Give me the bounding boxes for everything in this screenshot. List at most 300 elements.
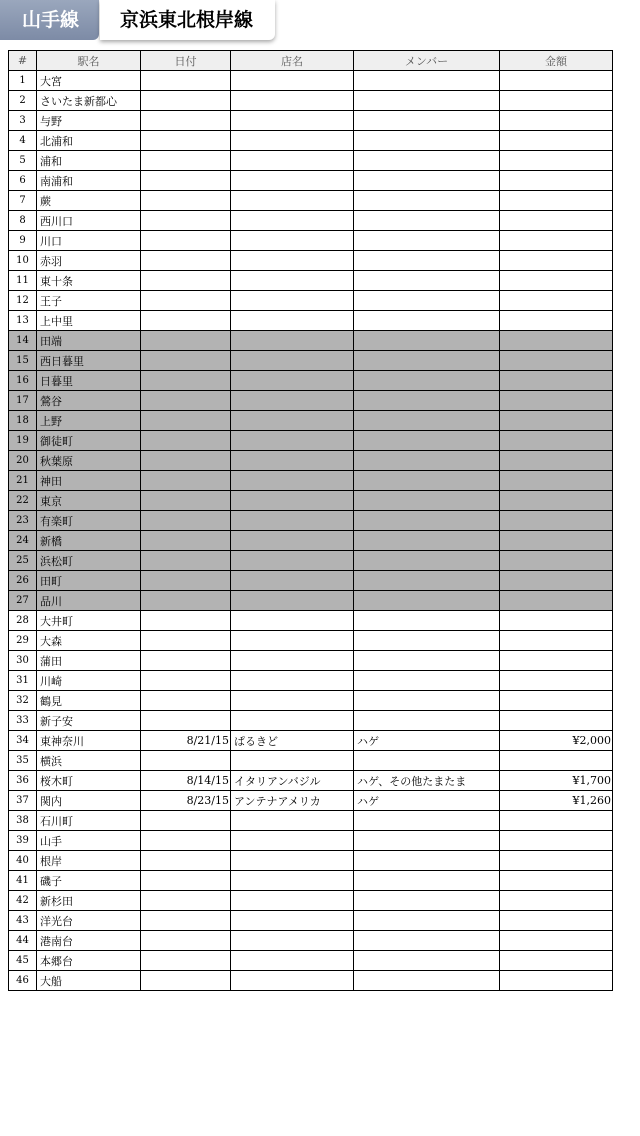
- station-name-cell[interactable]: 根岸: [37, 851, 141, 871]
- shop-name-cell[interactable]: [231, 811, 354, 831]
- row-number-cell[interactable]: 35: [9, 751, 37, 771]
- station-name-cell[interactable]: 上野: [37, 411, 141, 431]
- shop-name-cell[interactable]: [231, 391, 354, 411]
- amount-cell[interactable]: [500, 391, 613, 411]
- shop-name-cell[interactable]: [231, 91, 354, 111]
- station-name-cell[interactable]: 赤羽: [37, 251, 141, 271]
- shop-name-cell[interactable]: [231, 411, 354, 431]
- shop-name-cell[interactable]: [231, 211, 354, 231]
- shop-name-cell[interactable]: アンテナアメリカ: [231, 791, 354, 811]
- station-name-cell[interactable]: 港南台: [37, 931, 141, 951]
- shop-name-cell[interactable]: [231, 911, 354, 931]
- row-number-cell[interactable]: 1: [9, 71, 37, 91]
- row-number-cell[interactable]: 44: [9, 931, 37, 951]
- date-cell[interactable]: [141, 271, 231, 291]
- row-number-cell[interactable]: 3: [9, 111, 37, 131]
- amount-cell[interactable]: [500, 971, 613, 991]
- members-cell[interactable]: [354, 751, 500, 771]
- date-cell[interactable]: [141, 971, 231, 991]
- table-row[interactable]: [9, 491, 613, 511]
- date-cell[interactable]: [141, 431, 231, 451]
- table-row[interactable]: [9, 831, 613, 851]
- date-cell[interactable]: [141, 811, 231, 831]
- table-row[interactable]: [9, 911, 613, 931]
- amount-cell[interactable]: [500, 151, 613, 171]
- date-cell[interactable]: [141, 871, 231, 891]
- amount-cell[interactable]: [500, 431, 613, 451]
- station-name-cell[interactable]: 大森: [37, 631, 141, 651]
- station-name-cell[interactable]: 品川: [37, 591, 141, 611]
- station-name-cell[interactable]: 西川口: [37, 211, 141, 231]
- members-cell[interactable]: ハゲ: [354, 791, 500, 811]
- members-cell[interactable]: [354, 951, 500, 971]
- members-cell[interactable]: [354, 291, 500, 311]
- members-cell[interactable]: [354, 531, 500, 551]
- date-cell[interactable]: [141, 131, 231, 151]
- shop-name-cell[interactable]: [231, 71, 354, 91]
- station-name-cell[interactable]: 磯子: [37, 871, 141, 891]
- station-name-cell[interactable]: 関内: [37, 791, 141, 811]
- station-name-cell[interactable]: 西日暮里: [37, 351, 141, 371]
- station-name-cell[interactable]: 桜木町: [37, 771, 141, 791]
- date-cell[interactable]: [141, 371, 231, 391]
- date-cell[interactable]: [141, 531, 231, 551]
- amount-cell[interactable]: [500, 351, 613, 371]
- members-cell[interactable]: [354, 591, 500, 611]
- date-cell[interactable]: [141, 251, 231, 271]
- table-row[interactable]: [9, 331, 613, 351]
- members-cell[interactable]: [354, 831, 500, 851]
- members-cell[interactable]: [354, 931, 500, 951]
- row-number-cell[interactable]: 7: [9, 191, 37, 211]
- members-cell[interactable]: [354, 371, 500, 391]
- date-cell[interactable]: [141, 951, 231, 971]
- row-number-cell[interactable]: 43: [9, 911, 37, 931]
- date-cell[interactable]: [141, 231, 231, 251]
- date-cell[interactable]: [141, 911, 231, 931]
- members-cell[interactable]: [354, 211, 500, 231]
- date-cell[interactable]: [141, 591, 231, 611]
- row-number-cell[interactable]: 18: [9, 411, 37, 431]
- members-cell[interactable]: [354, 231, 500, 251]
- table-row[interactable]: [9, 231, 613, 251]
- row-number-cell[interactable]: 25: [9, 551, 37, 571]
- date-cell[interactable]: [141, 511, 231, 531]
- station-name-cell[interactable]: 山手: [37, 831, 141, 851]
- station-name-cell[interactable]: 南浦和: [37, 171, 141, 191]
- members-cell[interactable]: [354, 351, 500, 371]
- shop-name-cell[interactable]: [231, 351, 354, 371]
- members-cell[interactable]: [354, 271, 500, 291]
- members-cell[interactable]: [354, 611, 500, 631]
- shop-name-cell[interactable]: [231, 631, 354, 651]
- table-row[interactable]: [9, 851, 613, 871]
- station-name-cell[interactable]: 有楽町: [37, 511, 141, 531]
- row-number-cell[interactable]: 33: [9, 711, 37, 731]
- date-cell[interactable]: [141, 111, 231, 131]
- members-cell[interactable]: [354, 971, 500, 991]
- date-cell[interactable]: [141, 151, 231, 171]
- amount-cell[interactable]: [500, 511, 613, 531]
- amount-cell[interactable]: [500, 291, 613, 311]
- table-row[interactable]: [9, 631, 613, 651]
- members-cell[interactable]: [354, 451, 500, 471]
- shop-name-cell[interactable]: [231, 591, 354, 611]
- table-row[interactable]: [9, 391, 613, 411]
- row-number-cell[interactable]: 36: [9, 771, 37, 791]
- date-cell[interactable]: 8/14/15: [141, 771, 231, 791]
- date-cell[interactable]: [141, 891, 231, 911]
- date-cell[interactable]: [141, 671, 231, 691]
- date-cell[interactable]: [141, 831, 231, 851]
- station-name-cell[interactable]: 王子: [37, 291, 141, 311]
- date-cell[interactable]: 8/23/15: [141, 791, 231, 811]
- row-number-cell[interactable]: 28: [9, 611, 37, 631]
- table-row[interactable]: [9, 691, 613, 711]
- column-header-station[interactable]: 駅名: [37, 51, 141, 71]
- amount-cell[interactable]: [500, 471, 613, 491]
- row-number-cell[interactable]: 23: [9, 511, 37, 531]
- date-cell[interactable]: [141, 291, 231, 311]
- amount-cell[interactable]: [500, 611, 613, 631]
- row-number-cell[interactable]: 21: [9, 471, 37, 491]
- amount-cell[interactable]: [500, 111, 613, 131]
- table-row[interactable]: [9, 951, 613, 971]
- members-cell[interactable]: [354, 871, 500, 891]
- table-row[interactable]: [9, 771, 613, 791]
- station-name-cell[interactable]: 新杉田: [37, 891, 141, 911]
- shop-name-cell[interactable]: [231, 291, 354, 311]
- amount-cell[interactable]: [500, 831, 613, 851]
- row-number-cell[interactable]: 41: [9, 871, 37, 891]
- row-number-cell[interactable]: 31: [9, 671, 37, 691]
- amount-cell[interactable]: [500, 891, 613, 911]
- station-name-cell[interactable]: さいたま新都心: [37, 91, 141, 111]
- amount-cell[interactable]: [500, 411, 613, 431]
- shop-name-cell[interactable]: [231, 131, 354, 151]
- date-cell[interactable]: [141, 351, 231, 371]
- station-name-cell[interactable]: 洋光台: [37, 911, 141, 931]
- members-cell[interactable]: [354, 491, 500, 511]
- table-row[interactable]: [9, 671, 613, 691]
- station-name-cell[interactable]: 北浦和: [37, 131, 141, 151]
- date-cell[interactable]: [141, 571, 231, 591]
- amount-cell[interactable]: [500, 671, 613, 691]
- members-cell[interactable]: [354, 851, 500, 871]
- table-row[interactable]: [9, 751, 613, 771]
- members-cell[interactable]: [354, 651, 500, 671]
- shop-name-cell[interactable]: ぱるきど: [231, 731, 354, 751]
- row-number-cell[interactable]: 10: [9, 251, 37, 271]
- table-row[interactable]: [9, 731, 613, 751]
- shop-name-cell[interactable]: [231, 971, 354, 991]
- members-cell[interactable]: [354, 91, 500, 111]
- station-name-cell[interactable]: 本郷台: [37, 951, 141, 971]
- date-cell[interactable]: [141, 331, 231, 351]
- shop-name-cell[interactable]: [231, 871, 354, 891]
- members-cell[interactable]: [354, 171, 500, 191]
- amount-cell[interactable]: [500, 711, 613, 731]
- shop-name-cell[interactable]: [231, 571, 354, 591]
- members-cell[interactable]: [354, 671, 500, 691]
- date-cell[interactable]: [141, 931, 231, 951]
- shop-name-cell[interactable]: [231, 711, 354, 731]
- table-row[interactable]: [9, 251, 613, 271]
- shop-name-cell[interactable]: [231, 231, 354, 251]
- station-name-cell[interactable]: 浜松町: [37, 551, 141, 571]
- row-number-cell[interactable]: 14: [9, 331, 37, 351]
- column-header-amount[interactable]: 金額: [500, 51, 613, 71]
- row-number-cell[interactable]: 12: [9, 291, 37, 311]
- row-number-cell[interactable]: 42: [9, 891, 37, 911]
- members-cell[interactable]: [354, 151, 500, 171]
- row-number-cell[interactable]: 29: [9, 631, 37, 651]
- amount-cell[interactable]: [500, 931, 613, 951]
- amount-cell[interactable]: ¥1,700: [500, 771, 613, 791]
- amount-cell[interactable]: [500, 911, 613, 931]
- date-cell[interactable]: [141, 91, 231, 111]
- table-row[interactable]: [9, 571, 613, 591]
- shop-name-cell[interactable]: [231, 831, 354, 851]
- row-number-cell[interactable]: 16: [9, 371, 37, 391]
- members-cell[interactable]: [354, 551, 500, 571]
- shop-name-cell[interactable]: [231, 551, 354, 571]
- station-name-cell[interactable]: 東神奈川: [37, 731, 141, 751]
- amount-cell[interactable]: [500, 951, 613, 971]
- amount-cell[interactable]: [500, 871, 613, 891]
- members-cell[interactable]: ハゲ: [354, 731, 500, 751]
- shop-name-cell[interactable]: [231, 511, 354, 531]
- amount-cell[interactable]: [500, 251, 613, 271]
- amount-cell[interactable]: [500, 71, 613, 91]
- date-cell[interactable]: [141, 631, 231, 651]
- station-name-cell[interactable]: 川崎: [37, 671, 141, 691]
- amount-cell[interactable]: ¥1,260: [500, 791, 613, 811]
- tab-yamanote-line[interactable]: 山手線: [0, 0, 99, 40]
- members-cell[interactable]: [354, 131, 500, 151]
- shop-name-cell[interactable]: [231, 431, 354, 451]
- table-row[interactable]: [9, 311, 613, 331]
- row-number-cell[interactable]: 45: [9, 951, 37, 971]
- station-name-cell[interactable]: 新子安: [37, 711, 141, 731]
- members-cell[interactable]: [354, 191, 500, 211]
- station-name-cell[interactable]: 大宮: [37, 71, 141, 91]
- station-name-cell[interactable]: 石川町: [37, 811, 141, 831]
- row-number-cell[interactable]: 22: [9, 491, 37, 511]
- amount-cell[interactable]: ¥2,000: [500, 731, 613, 751]
- shop-name-cell[interactable]: [231, 691, 354, 711]
- table-row[interactable]: [9, 431, 613, 451]
- station-name-cell[interactable]: 鶯谷: [37, 391, 141, 411]
- station-name-cell[interactable]: 御徒町: [37, 431, 141, 451]
- table-row[interactable]: [9, 451, 613, 471]
- row-number-cell[interactable]: 24: [9, 531, 37, 551]
- table-row[interactable]: [9, 591, 613, 611]
- members-cell[interactable]: [354, 511, 500, 531]
- shop-name-cell[interactable]: [231, 951, 354, 971]
- shop-name-cell[interactable]: [231, 931, 354, 951]
- amount-cell[interactable]: [500, 491, 613, 511]
- shop-name-cell[interactable]: [231, 751, 354, 771]
- shop-name-cell[interactable]: [231, 531, 354, 551]
- shop-name-cell[interactable]: [231, 671, 354, 691]
- shop-name-cell[interactable]: [231, 611, 354, 631]
- date-cell[interactable]: [141, 711, 231, 731]
- station-name-cell[interactable]: 新橋: [37, 531, 141, 551]
- members-cell[interactable]: [354, 471, 500, 491]
- amount-cell[interactable]: [500, 131, 613, 151]
- table-row[interactable]: [9, 291, 613, 311]
- shop-name-cell[interactable]: [231, 111, 354, 131]
- date-cell[interactable]: [141, 851, 231, 871]
- table-row[interactable]: [9, 611, 613, 631]
- table-row[interactable]: [9, 711, 613, 731]
- station-name-cell[interactable]: 田町: [37, 571, 141, 591]
- station-name-cell[interactable]: 東十条: [37, 271, 141, 291]
- row-number-cell[interactable]: 40: [9, 851, 37, 871]
- date-cell[interactable]: [141, 191, 231, 211]
- members-cell[interactable]: [354, 411, 500, 431]
- date-cell[interactable]: [141, 171, 231, 191]
- date-cell[interactable]: [141, 611, 231, 631]
- table-row[interactable]: [9, 811, 613, 831]
- row-number-cell[interactable]: 17: [9, 391, 37, 411]
- amount-cell[interactable]: [500, 371, 613, 391]
- table-row[interactable]: [9, 931, 613, 951]
- members-cell[interactable]: [354, 811, 500, 831]
- table-row[interactable]: [9, 211, 613, 231]
- amount-cell[interactable]: [500, 551, 613, 571]
- table-row[interactable]: [9, 111, 613, 131]
- shop-name-cell[interactable]: イタリアンバジル: [231, 771, 354, 791]
- date-cell[interactable]: [141, 751, 231, 771]
- date-cell[interactable]: [141, 71, 231, 91]
- row-number-cell[interactable]: 19: [9, 431, 37, 451]
- station-name-cell[interactable]: 日暮里: [37, 371, 141, 391]
- date-cell[interactable]: [141, 311, 231, 331]
- shop-name-cell[interactable]: [231, 171, 354, 191]
- station-name-cell[interactable]: 秋葉原: [37, 451, 141, 471]
- row-number-cell[interactable]: 32: [9, 691, 37, 711]
- row-number-cell[interactable]: 20: [9, 451, 37, 471]
- members-cell[interactable]: [354, 111, 500, 131]
- column-header-date[interactable]: 日付: [141, 51, 231, 71]
- date-cell[interactable]: [141, 391, 231, 411]
- shop-name-cell[interactable]: [231, 151, 354, 171]
- shop-name-cell[interactable]: [231, 471, 354, 491]
- amount-cell[interactable]: [500, 651, 613, 671]
- shop-name-cell[interactable]: [231, 451, 354, 471]
- table-row[interactable]: [9, 191, 613, 211]
- column-header-shop[interactable]: 店名: [231, 51, 354, 71]
- shop-name-cell[interactable]: [231, 271, 354, 291]
- members-cell[interactable]: [354, 571, 500, 591]
- amount-cell[interactable]: [500, 331, 613, 351]
- date-cell[interactable]: [141, 451, 231, 471]
- station-name-cell[interactable]: 大船: [37, 971, 141, 991]
- table-row[interactable]: [9, 551, 613, 571]
- amount-cell[interactable]: [500, 751, 613, 771]
- amount-cell[interactable]: [500, 531, 613, 551]
- row-number-cell[interactable]: 15: [9, 351, 37, 371]
- amount-cell[interactable]: [500, 191, 613, 211]
- amount-cell[interactable]: [500, 91, 613, 111]
- station-name-cell[interactable]: 蒲田: [37, 651, 141, 671]
- row-number-cell[interactable]: 38: [9, 811, 37, 831]
- date-cell[interactable]: [141, 471, 231, 491]
- shop-name-cell[interactable]: [231, 371, 354, 391]
- members-cell[interactable]: [354, 391, 500, 411]
- members-cell[interactable]: [354, 251, 500, 271]
- row-number-cell[interactable]: 2: [9, 91, 37, 111]
- row-number-cell[interactable]: 4: [9, 131, 37, 151]
- table-row[interactable]: [9, 151, 613, 171]
- table-row[interactable]: [9, 351, 613, 371]
- amount-cell[interactable]: [500, 231, 613, 251]
- row-number-cell[interactable]: 30: [9, 651, 37, 671]
- row-number-cell[interactable]: 37: [9, 791, 37, 811]
- table-row[interactable]: [9, 271, 613, 291]
- row-number-cell[interactable]: 26: [9, 571, 37, 591]
- tab-keihin-tohoku-negishi-line[interactable]: 京浜東北根岸線: [100, 0, 275, 40]
- station-name-cell[interactable]: 田端: [37, 331, 141, 351]
- row-number-cell[interactable]: 9: [9, 231, 37, 251]
- shop-name-cell[interactable]: [231, 851, 354, 871]
- station-name-cell[interactable]: 鶴見: [37, 691, 141, 711]
- amount-cell[interactable]: [500, 811, 613, 831]
- table-row[interactable]: [9, 971, 613, 991]
- members-cell[interactable]: [354, 71, 500, 91]
- row-number-cell[interactable]: 34: [9, 731, 37, 751]
- station-name-cell[interactable]: 川口: [37, 231, 141, 251]
- members-cell[interactable]: [354, 331, 500, 351]
- station-name-cell[interactable]: 東京: [37, 491, 141, 511]
- table-row[interactable]: [9, 871, 613, 891]
- members-cell[interactable]: [354, 891, 500, 911]
- amount-cell[interactable]: [500, 571, 613, 591]
- station-name-cell[interactable]: 大井町: [37, 611, 141, 631]
- shop-name-cell[interactable]: [231, 651, 354, 671]
- members-cell[interactable]: [354, 911, 500, 931]
- shop-name-cell[interactable]: [231, 251, 354, 271]
- row-number-cell[interactable]: 8: [9, 211, 37, 231]
- column-header-number[interactable]: #: [9, 51, 37, 71]
- station-name-cell[interactable]: 浦和: [37, 151, 141, 171]
- amount-cell[interactable]: [500, 311, 613, 331]
- row-number-cell[interactable]: 46: [9, 971, 37, 991]
- date-cell[interactable]: [141, 211, 231, 231]
- members-cell[interactable]: [354, 711, 500, 731]
- date-cell[interactable]: [141, 411, 231, 431]
- date-cell[interactable]: [141, 691, 231, 711]
- shop-name-cell[interactable]: [231, 891, 354, 911]
- table-row[interactable]: [9, 651, 613, 671]
- date-cell[interactable]: [141, 651, 231, 671]
- table-row[interactable]: [9, 71, 613, 91]
- amount-cell[interactable]: [500, 451, 613, 471]
- shop-name-cell[interactable]: [231, 311, 354, 331]
- amount-cell[interactable]: [500, 271, 613, 291]
- table-row[interactable]: [9, 891, 613, 911]
- members-cell[interactable]: ハゲ、その他たまたま: [354, 771, 500, 791]
- date-cell[interactable]: 8/21/15: [141, 731, 231, 751]
- shop-name-cell[interactable]: [231, 191, 354, 211]
- table-row[interactable]: [9, 531, 613, 551]
- members-cell[interactable]: [354, 431, 500, 451]
- members-cell[interactable]: [354, 631, 500, 651]
- table-row[interactable]: [9, 131, 613, 151]
- shop-name-cell[interactable]: [231, 491, 354, 511]
